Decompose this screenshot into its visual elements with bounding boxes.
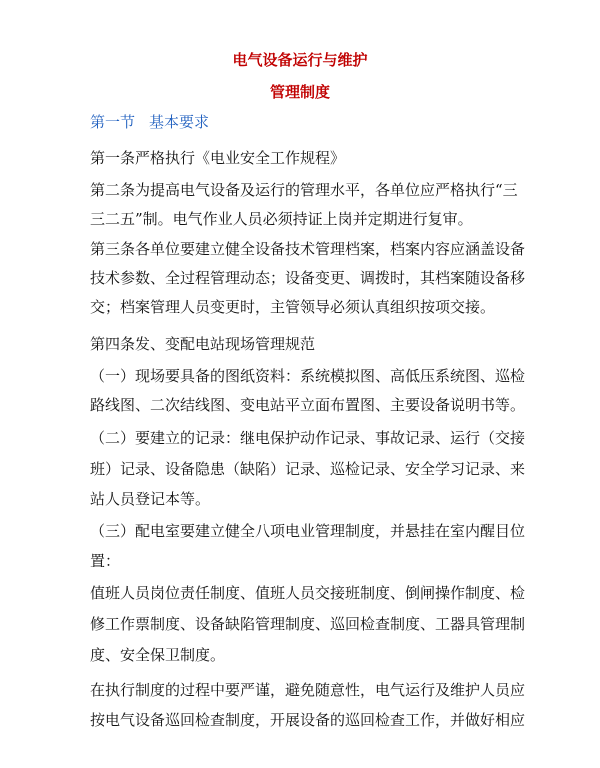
text-line: 技术参数、全过程管理动态；设备变更、调拨时，其档案随设备移 (90, 269, 526, 287)
section-heading (90, 112, 209, 132)
document-subtitle: 管理制度 (269, 83, 330, 101)
text-line: （二）要建立的记录：继电保护动作记录、事故记录、运行（交接 (90, 429, 526, 447)
text-line: 路线图、二次结线图、变电站平立面布置图、主要设备说明书等。 (90, 396, 526, 414)
text-line: 班）记录、设备隐患（缺陷）记录、巡检记录、安全学习记录、来 (90, 460, 526, 478)
text-line: 第二条为提高电气设备及运行的管理水平，各单位应严格执行“三 (90, 181, 518, 199)
document-title: 电气设备运行与维护 (232, 51, 368, 69)
text-line: 站人员登记本等。 (90, 490, 211, 508)
text-line: 按电气设备巡回检查制度，开展设备的巡回检查工作，并做好相应 (90, 711, 526, 729)
text-line: （一）现场要具备的图纸资料：系统模拟图、高低压系统图、巡检 (90, 367, 526, 385)
section-number: 第一节 (90, 113, 136, 131)
text-line: 第三条各单位要建立健全设备技术管理档案，档案内容应涵盖设备 (90, 240, 526, 258)
section-title: 基本要求 (149, 113, 210, 131)
text-line: 值班人员岗位责任制度、值班人员交接班制度、倒闸操作制度、检 (90, 584, 526, 602)
text-line: 修工作票制度、设备缺陷管理制度、巡回检查制度、工器具管理制 (90, 615, 526, 633)
text-line: 在执行制度的过程中要严谨，避免随意性，电气运行及维护人员应 (90, 681, 526, 699)
text-line: 第四条发、变配电站现场管理规范 (90, 335, 316, 353)
text-line: 三二五”制。电气作业人员必须持证上岗并定期进行复审。 (90, 210, 473, 228)
text-line: 置： (90, 552, 121, 570)
text-line: 度、安全保卫制度。 (90, 646, 226, 664)
text-line: （三）配电室要建立健全八项电业管理制度，并悬挂在室内醒目位 (90, 522, 526, 540)
text-line: 交；档案管理人员变更时，主管领导必须认真组织按项交接。 (90, 298, 496, 316)
text-line: 第一条严格执行《电业安全工作规程》 (90, 149, 346, 167)
